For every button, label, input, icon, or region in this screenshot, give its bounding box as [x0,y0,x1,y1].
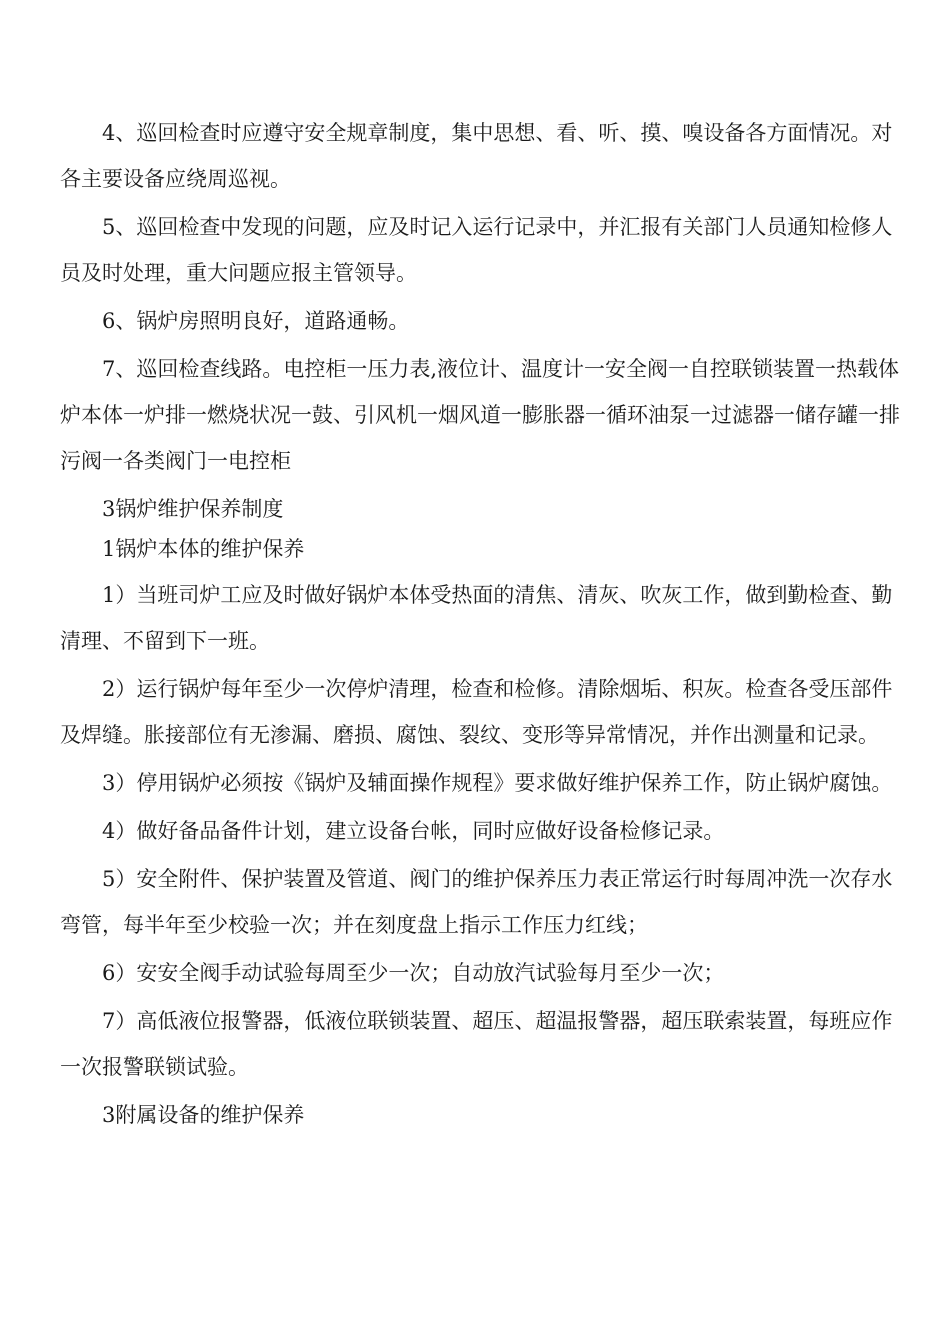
paragraph-item-2: 2）运行锅炉每年至少一次停炉清理，检查和检修。清除烟垢、积灰。检查各受压部件及焊缝。胀接部位有无渗漏、磨损、腐蚀、裂纹、变形等异常情况，并作出测量和记录。 [60,677,893,747]
paragraph-inspection-route: 7、巡回检查线路。电控柜一压力表,液位计、温度计一安全阀一自控联锁装置一热载体炉本体一炉排一燃烧状况一鼓、引风机一烟风道一膨胀器一循环油泵一过滤器一储存罐一排污阀一各类阀门一电控柜 [60,357,900,473]
subsection-heading-body-maintenance: 1锅炉本体的维护保养 [102,537,305,561]
paragraph-item-3: 3）停用锅炉必须按《锅炉及辅面操作规程》要求做好维护保养工作，防止锅炉腐蚀。 [102,771,893,795]
paragraph-item-6: 6）安安全阀手动试验每周至少一次；自动放汽试验每月至少一次； [102,961,725,985]
paragraph-lighting: 6、锅炉房照明良好，道路通畅。 [102,309,410,333]
paragraph-item-7: 7）高低液位报警器，低液位联锁装置、超压、超温报警器，超压联索装置，每班应作一次报警联锁试验。 [60,1009,893,1079]
paragraph-item-4: 4）做好备品备件计划，建立设备台帐，同时应做好设备检修记录。 [102,819,725,843]
section-heading-maintenance: 3锅炉维护保养制度 [102,497,284,521]
document-body [60,110,900,1138]
paragraph-report-issues: 5、巡回检查中发现的问题，应及时记入运行记录中，并汇报有关部门人员通知检修人员及时处理，重大问题应报主管领导。 [60,215,893,285]
paragraph-item-1: 1）当班司炉工应及时做好锅炉本体受热面的清焦、清灰、吹灰工作，做到勤检查、勤清理、不留到下一班。 [60,583,893,653]
subsection-heading-auxiliary: 3附属设备的维护保养 [102,1103,305,1127]
paragraph-inspection-rules: 4、巡回检查时应遵守安全规章制度，集中思想、看、听、摸、嗅设备各方面情况。对各主要设备应绕周巡视。 [60,121,893,191]
paragraph-item-5: 5）安全附件、保护装置及管道、阀门的维护保养压力表正常运行时每周冲洗一次存水弯管，每半年至少校验一次；并在刻度盘上指示工作压力红线； [60,867,893,937]
